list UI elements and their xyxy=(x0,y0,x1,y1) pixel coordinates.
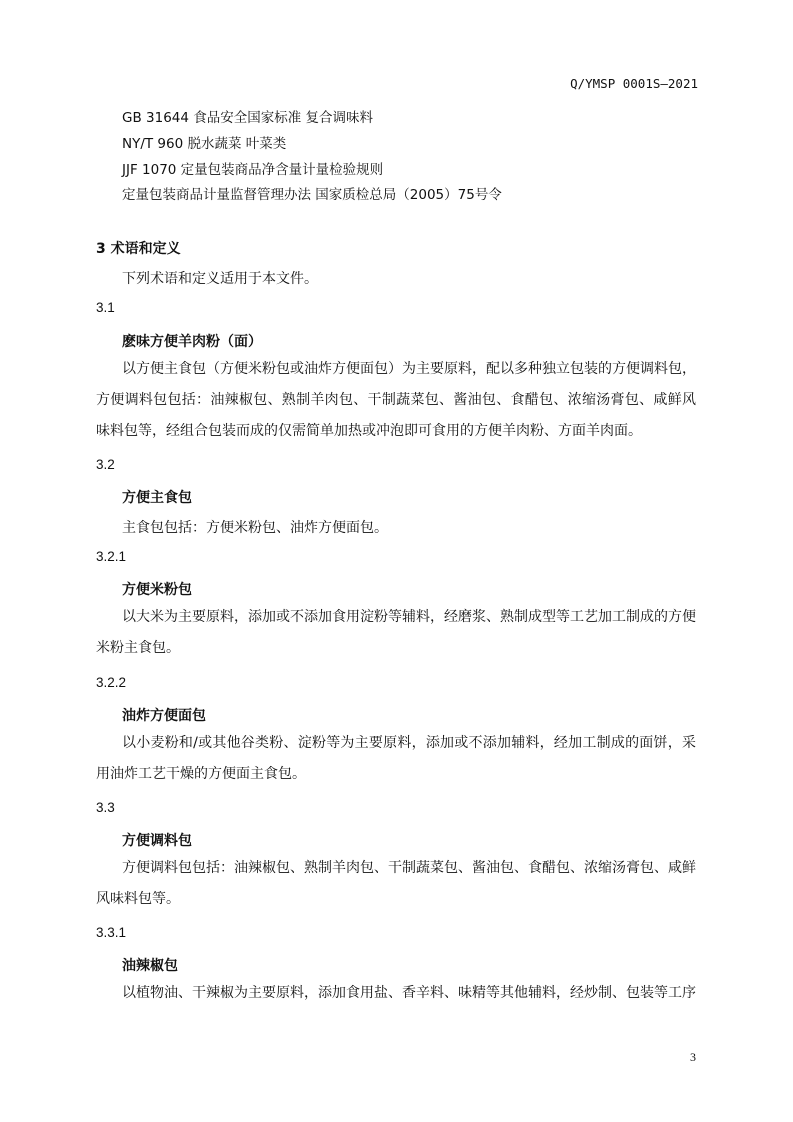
term-definition: 方便调料包包括：油辣椒包、熟制羊肉包、干制蔬菜包、酱油包、食醋包、浓缩汤膏包、咸鲜风味料包等。 xyxy=(96,860,696,907)
term-title: 方便调料包 xyxy=(122,833,192,849)
term-definition: 以大米为主要原料，添加或不添加食用淀粉等辅料，经磨浆、熟制成型等工艺加工制成的方便米粉主食包。 xyxy=(96,609,696,656)
clause-number: 3.3.1 xyxy=(96,925,127,940)
reference-item: NY/T 960 脱水蔬菜 叶菜类 xyxy=(122,136,287,152)
clause-number: 3.2.1 xyxy=(96,549,127,564)
clause-number: 3.1 xyxy=(96,300,115,315)
clause-number: 3.2 xyxy=(96,457,115,472)
section-heading: 3 术语和定义 xyxy=(96,241,181,257)
section-intro: 下列术语和定义适用于本文件。 xyxy=(122,271,318,287)
term-title: 油炸方便面包 xyxy=(122,708,206,724)
page-number: 3 xyxy=(690,1050,696,1064)
reference-item: 定量包装商品计量监督管理办法 国家质检总局（2005）75号令 xyxy=(122,187,502,203)
term-definition: 主食包包括：方便米粉包、油炸方便面包。 xyxy=(122,520,388,536)
term-title: 方便米粉包 xyxy=(122,582,192,598)
reference-item: JJF 1070 定量包装商品净含量计量检验规则 xyxy=(122,162,384,178)
standard-code: Q/YMSP 0001S—2021 xyxy=(570,76,698,91)
term-definition: 以植物油、干辣椒为主要原料，添加食用盐、香辛料、味精等其他辅料，经炒制、包装等工序 xyxy=(122,985,696,1001)
term-definition: 以小麦粉和/或其他谷类粉、淀粉等为主要原料，添加或不添加辅料，经加工制成的面饼，采用油炸工艺干燥的方便面主食包。 xyxy=(96,735,696,782)
clause-number: 3.3 xyxy=(96,800,115,815)
term-title: 麽味方便羊肉粉（面） xyxy=(122,334,262,350)
term-definition: 以方便主食包（方便米粉包或油炸方便面包）为主要原料，配以多种独立包装的方便调料包，方便调料包包括：油辣椒包、熟制羊肉包、干制蔬菜包、酱油包、食醋包、浓缩汤膏包、咸鲜风味料包等，经组合包装而成的仅需简单加热或冲泡即可食用的方便羊肉粉、方面羊肉面。 xyxy=(96,361,696,439)
reference-item: GB 31644 食品安全国家标准 复合调味料 xyxy=(122,110,374,126)
term-title: 方便主食包 xyxy=(122,490,192,506)
term-title: 油辣椒包 xyxy=(122,958,178,974)
clause-number: 3.2.2 xyxy=(96,675,127,690)
